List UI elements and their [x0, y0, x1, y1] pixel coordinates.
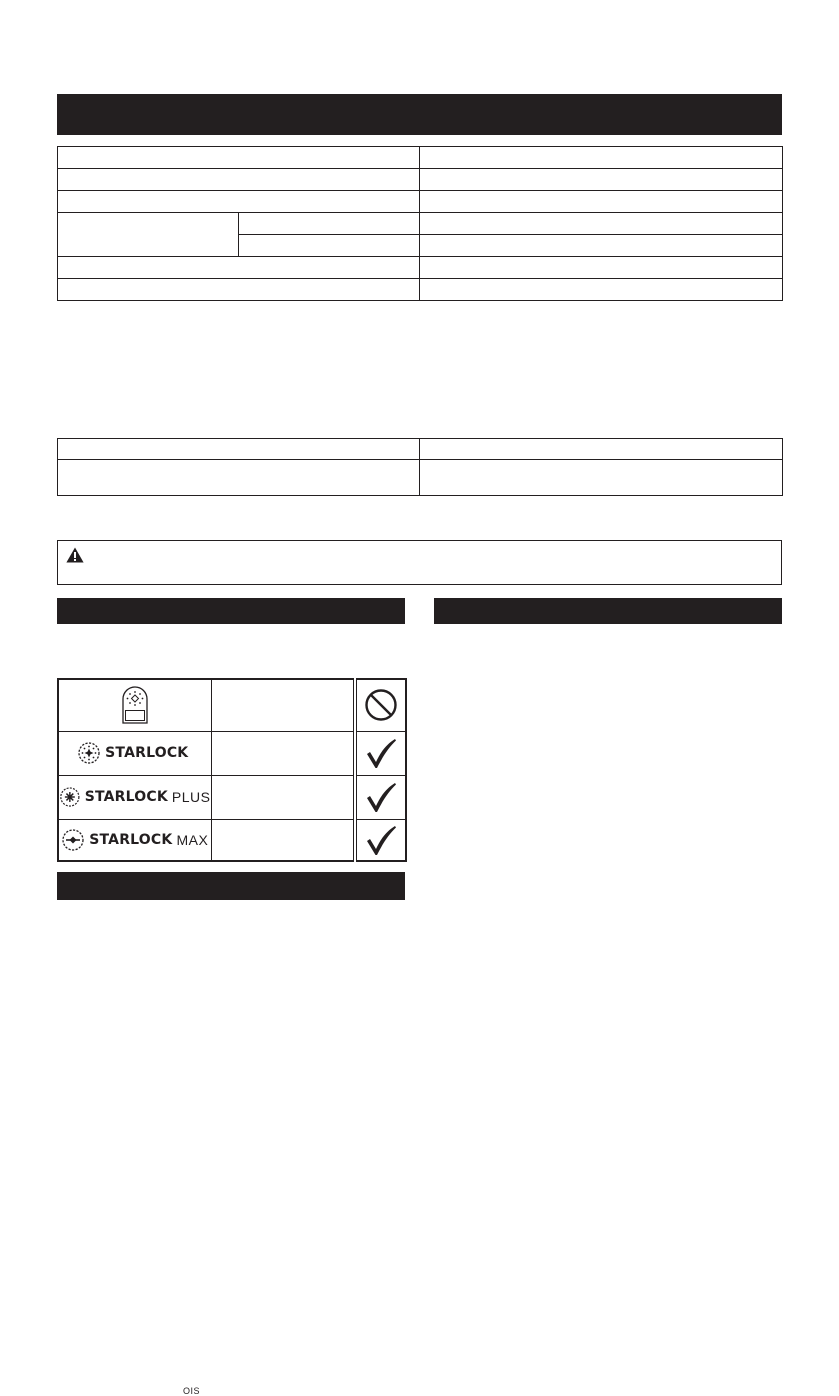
- right-section-header: [434, 598, 782, 624]
- accessory-description-cell: [211, 679, 355, 731]
- left-section-header: [57, 598, 405, 624]
- check-icon: [364, 824, 398, 856]
- starlock-logo-text: STARLOCK: [105, 745, 189, 761]
- left-section-header-2: [57, 872, 405, 900]
- table-row: [58, 279, 783, 301]
- table-row: [58, 460, 783, 496]
- accessory-description-cell: [211, 819, 355, 861]
- accessory-description-cell: [211, 731, 355, 775]
- starlock-plus-gear-icon: [59, 785, 81, 809]
- table-row: [58, 775, 406, 819]
- table-row: [58, 169, 783, 191]
- warning-box: [57, 540, 782, 585]
- accessory-logo-cell: [58, 819, 211, 861]
- compatibility-mark-cell: [355, 731, 406, 775]
- compatibility-mark-cell: [355, 679, 406, 731]
- table-row: [58, 679, 406, 731]
- accessory-description-cell: [211, 775, 355, 819]
- check-icon: [364, 781, 398, 813]
- starlock-max-logo-suffix: MAX: [176, 831, 209, 848]
- prohibited-icon: [364, 688, 398, 722]
- accessory-compatibility-table: [57, 678, 407, 1396]
- warning-triangle-icon: [66, 547, 84, 563]
- compatibility-mark-cell: [355, 775, 406, 819]
- starlock-max-gear-icon: [61, 828, 85, 852]
- table-row: [58, 257, 783, 279]
- starlock-plus-logo-suffix: PLUS: [171, 789, 211, 805]
- starlock-plus-logo-text: STARLOCK: [84, 789, 168, 805]
- accessory-logo-cell: [58, 775, 211, 819]
- ois-logo-icon: [120, 685, 150, 725]
- accessory-logo-cell: [58, 731, 211, 775]
- starlock-max-logo-text: STARLOCK: [89, 831, 173, 848]
- starlock-gear-icon: [77, 741, 101, 765]
- table-row: [58, 819, 406, 861]
- specifications-table: [57, 146, 783, 301]
- table-row: [58, 213, 783, 235]
- table-row: [58, 439, 783, 460]
- table-row: [58, 731, 406, 775]
- specifications-banner: [57, 94, 782, 135]
- table-row: [58, 191, 783, 213]
- battery-table: [57, 438, 783, 496]
- table-row: [58, 147, 783, 169]
- check-icon: [364, 737, 398, 769]
- ois-logo-label: OIS: [182, 1386, 200, 1396]
- compatibility-mark-cell: [355, 819, 406, 861]
